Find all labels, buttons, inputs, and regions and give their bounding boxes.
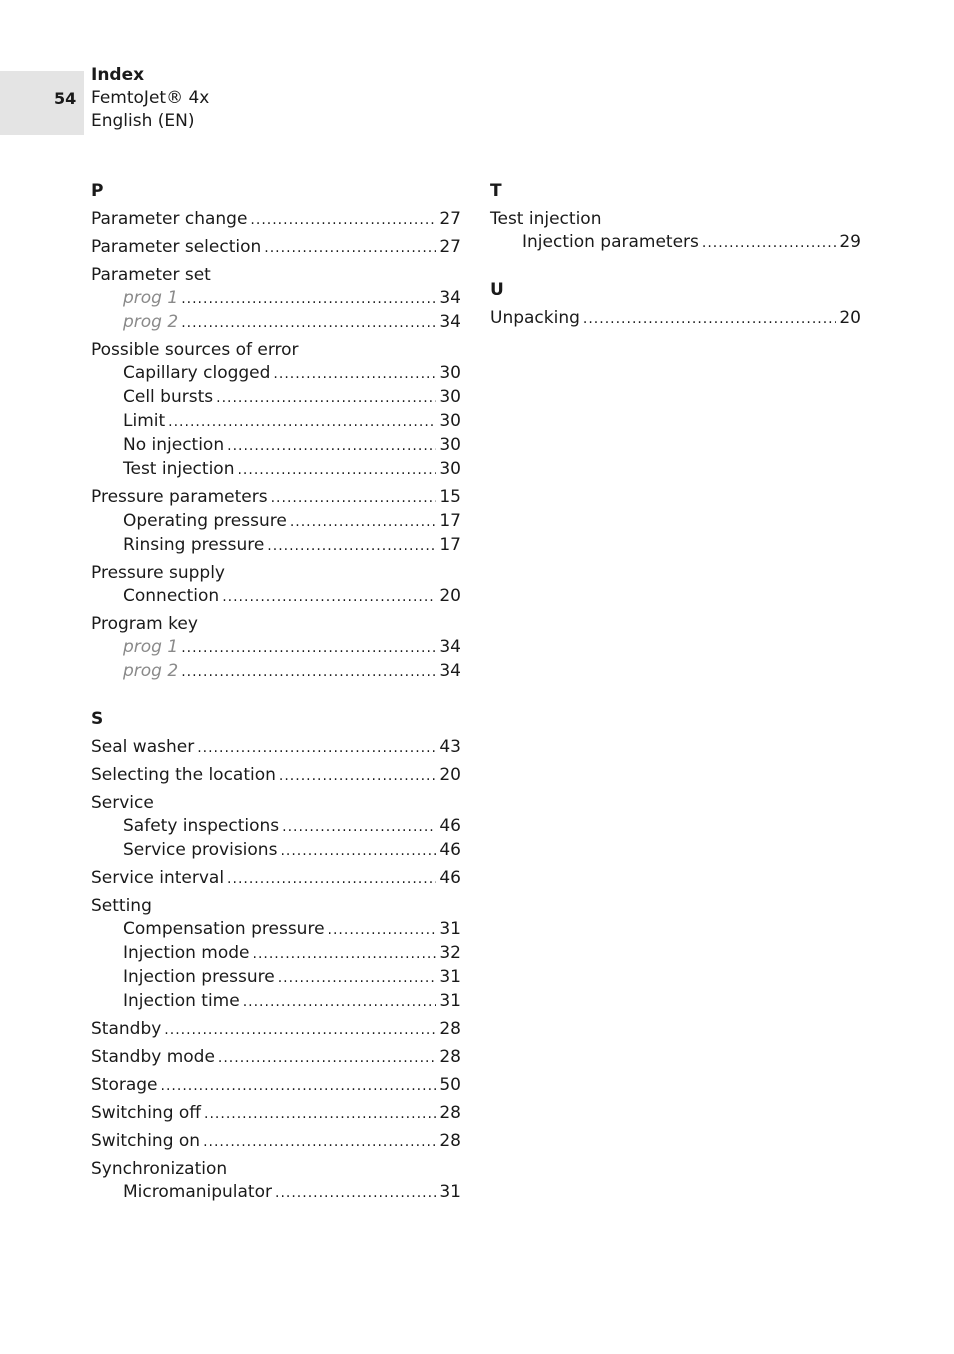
entry-text: Injection mode: [123, 943, 250, 963]
dot-leader: [204, 1103, 436, 1126]
entry-text: Parameter change: [91, 209, 248, 229]
entry-page-number: 30: [439, 459, 461, 479]
dot-leader: [271, 487, 437, 510]
header-title: Index: [91, 65, 145, 85]
dot-leader: [282, 816, 436, 839]
index-subentry: [91, 410, 461, 434]
entry-text: Unpacking: [490, 308, 580, 328]
dot-leader: [181, 288, 436, 311]
entry-page-number: 30: [439, 411, 461, 431]
entry-text: Storage: [91, 1075, 158, 1095]
entry-text: Service interval: [91, 868, 225, 888]
entry-text: Setting: [91, 896, 152, 916]
index-subentry: [91, 585, 461, 609]
entry-text: Pressure supply: [91, 563, 225, 583]
entry-text: prog 2: [123, 661, 179, 681]
index-entry: [91, 1130, 461, 1154]
entry-page-number: 28: [439, 1103, 461, 1123]
entry-text: Switching on: [91, 1131, 201, 1151]
index-entry-group: [91, 1130, 461, 1154]
dot-leader: [222, 586, 436, 609]
index-entry-group: [91, 1046, 461, 1070]
entry-page-number: 30: [439, 387, 461, 407]
entry-page-number: 31: [439, 991, 461, 1011]
entry-text: Rinsing pressure: [123, 535, 265, 555]
dot-leader: [203, 1131, 436, 1154]
index-entry-group: [91, 264, 461, 335]
index-subentry: [91, 815, 461, 839]
entry-page-number: 34: [439, 288, 461, 308]
entry-text: Injection pressure: [123, 967, 275, 987]
index-subentry: [91, 942, 461, 966]
index-entry-group: [490, 208, 861, 255]
index-entry: [91, 236, 461, 260]
dot-leader: [278, 967, 437, 990]
entry-page-number: 43: [439, 737, 461, 757]
entry-text: prog 1: [123, 288, 179, 308]
index-subentry: [91, 636, 461, 660]
entry-page-number: 20: [839, 308, 861, 328]
dot-leader: [279, 765, 436, 788]
dot-leader: [168, 411, 436, 434]
index-entry: [91, 486, 461, 510]
dot-leader: [243, 991, 437, 1014]
running-header: [91, 64, 209, 133]
section-letter: T: [490, 181, 502, 201]
dot-leader: [181, 637, 436, 660]
index-entry: [91, 1158, 461, 1181]
entry-text: Injection parameters: [522, 232, 699, 252]
entry-page-number: 30: [439, 363, 461, 383]
section-letter: S: [91, 709, 104, 729]
dot-leader: [227, 435, 436, 458]
entry-page-number: 34: [439, 312, 461, 332]
index-entry: [91, 1046, 461, 1070]
entry-text: Program key: [91, 614, 198, 634]
index-entry: [91, 736, 461, 760]
dot-leader: [161, 1075, 437, 1098]
entry-page-number: 20: [439, 586, 461, 606]
index-subentry: [91, 1181, 461, 1205]
index-subentry: [91, 362, 461, 386]
index-subentry: [91, 510, 461, 534]
dot-leader: [250, 209, 436, 232]
entry-text: Connection: [123, 586, 220, 606]
entry-text: Test injection: [490, 209, 602, 229]
entry-text: Compensation pressure: [123, 919, 325, 939]
index-subentry: [91, 287, 461, 311]
index-entry-group: [91, 236, 461, 260]
entry-text: Test injection: [123, 459, 235, 479]
entry-page-number: 50: [439, 1075, 461, 1095]
index-column-right: [490, 180, 861, 355]
entry-page-number: 27: [439, 209, 461, 229]
entry-text: Micromanipulator: [123, 1182, 272, 1202]
index-subentry: [490, 231, 861, 255]
index-subentry: [91, 918, 461, 942]
index-entry: [91, 895, 461, 918]
dot-leader: [253, 943, 437, 966]
index-entry: [490, 208, 861, 231]
entry-text: Injection time: [123, 991, 240, 1011]
index-entry: [91, 867, 461, 891]
header-language: English (EN): [91, 111, 195, 131]
section-letter: U: [490, 280, 504, 300]
index-subentry: [91, 990, 461, 1014]
entry-page-number: 34: [439, 637, 461, 657]
entry-text: Standby mode: [91, 1047, 215, 1067]
page-number: 54: [54, 89, 77, 108]
entry-text: Service: [91, 793, 154, 813]
index-entry-group: [91, 339, 461, 482]
index-section-u: [490, 279, 861, 331]
index-entry: [91, 339, 461, 362]
dot-leader: [181, 312, 436, 335]
entry-text: Limit: [123, 411, 166, 431]
index-entry-group: [91, 895, 461, 1014]
entry-page-number: 29: [839, 232, 861, 252]
index-entry-group: [91, 613, 461, 684]
index-entry: [91, 613, 461, 636]
index-subentry: [91, 311, 461, 335]
dot-leader: [267, 535, 436, 558]
dot-leader: [273, 363, 436, 386]
index-section-t: [490, 180, 861, 255]
entry-page-number: 46: [439, 868, 461, 888]
index-column-left: [91, 180, 461, 1229]
dot-leader: [181, 661, 436, 684]
dot-leader: [197, 737, 436, 760]
index-entry-group: [490, 307, 861, 331]
dot-leader: [237, 459, 436, 482]
entry-text: Operating pressure: [123, 511, 287, 531]
index-entry: [91, 1102, 461, 1126]
entry-page-number: 17: [439, 535, 461, 555]
index-subentry: [91, 534, 461, 558]
entry-page-number: 46: [439, 816, 461, 836]
index-entry-group: [91, 486, 461, 558]
entry-page-number: 28: [439, 1047, 461, 1067]
dot-leader: [216, 387, 436, 410]
entry-text: Switching off: [91, 1103, 202, 1123]
entry-text: Service provisions: [123, 840, 278, 860]
entry-text: Parameter selection: [91, 237, 262, 257]
index-entry-group: [91, 867, 461, 891]
section-letter: P: [91, 181, 104, 201]
entry-page-number: 17: [439, 511, 461, 531]
dot-leader: [275, 1182, 436, 1205]
entry-text: Safety inspections: [123, 816, 280, 836]
entry-text: Parameter set: [91, 265, 211, 285]
entry-text: Cell bursts: [123, 387, 214, 407]
index-entry-group: [91, 1102, 461, 1126]
entry-page-number: 28: [439, 1131, 461, 1151]
index-entry: [91, 792, 461, 815]
header-product: FemtoJet® 4x: [91, 88, 210, 108]
entry-text: Possible sources of error: [91, 340, 299, 360]
entry-text: Capillary clogged: [123, 363, 271, 383]
index-entry-group: [91, 792, 461, 863]
entry-text: Pressure parameters: [91, 487, 268, 507]
index-entry-group: [91, 736, 461, 760]
entry-text: Seal washer: [91, 737, 195, 757]
dot-leader: [328, 919, 437, 942]
dot-leader: [264, 237, 436, 260]
entry-page-number: 31: [439, 919, 461, 939]
entry-page-number: 32: [439, 943, 461, 963]
dot-leader: [218, 1047, 436, 1070]
index-entry-group: [91, 208, 461, 232]
index-entry: [91, 264, 461, 287]
index-entry: [91, 1074, 461, 1098]
index-subentry: [91, 660, 461, 684]
index-entry: [91, 1018, 461, 1042]
entry-page-number: 28: [439, 1019, 461, 1039]
index-entry-group: [91, 1074, 461, 1098]
index-section-p: [91, 180, 461, 684]
entry-page-number: 30: [439, 435, 461, 455]
entry-text: Synchronization: [91, 1159, 228, 1179]
index-entry-group: [91, 562, 461, 609]
entry-text: prog 1: [123, 637, 179, 657]
entry-page-number: 31: [439, 1182, 461, 1202]
index-section-s: [91, 708, 461, 1205]
entry-page-number: 15: [439, 487, 461, 507]
dot-leader: [290, 511, 437, 534]
entry-text: Standby: [91, 1019, 162, 1039]
index-subentry: [91, 434, 461, 458]
index-entry: [490, 307, 861, 331]
entry-page-number: 27: [439, 237, 461, 257]
dot-leader: [164, 1019, 436, 1042]
index-entry: [91, 764, 461, 788]
index-subentry: [91, 839, 461, 863]
index-entry-group: [91, 1018, 461, 1042]
index-subentry: [91, 386, 461, 410]
dot-leader: [702, 232, 836, 255]
index-entry-group: [91, 764, 461, 788]
index-entry: [91, 562, 461, 585]
entry-text: No injection: [123, 435, 225, 455]
dot-leader: [227, 868, 436, 891]
entry-page-number: 46: [439, 840, 461, 860]
dot-leader: [280, 840, 436, 863]
entry-page-number: 34: [439, 661, 461, 681]
index-entry: [91, 208, 461, 232]
index-entry-group: [91, 1158, 461, 1205]
dot-leader: [583, 308, 836, 331]
entry-page-number: 31: [439, 967, 461, 987]
entry-text: prog 2: [123, 312, 179, 332]
index-subentry: [91, 458, 461, 482]
entry-text: Selecting the location: [91, 765, 276, 785]
entry-page-number: 20: [439, 765, 461, 785]
index-subentry: [91, 966, 461, 990]
